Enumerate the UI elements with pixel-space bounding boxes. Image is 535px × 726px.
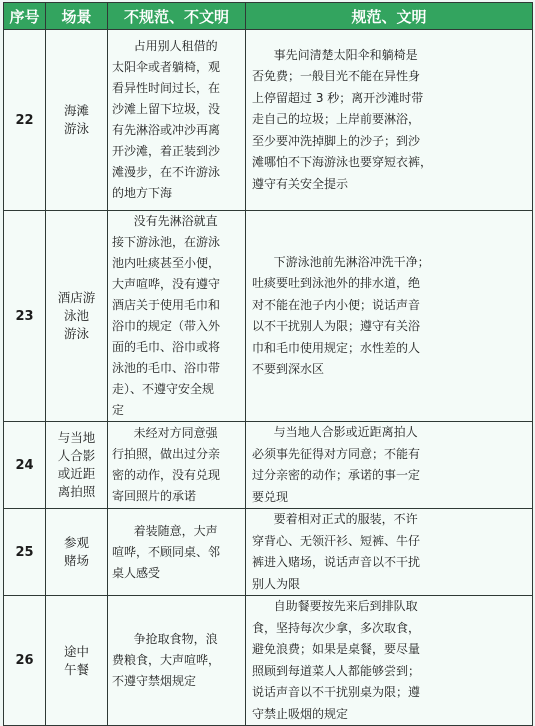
bad-practice-cell-line: 大声喧哗，没有遵守 — [112, 277, 221, 291]
bad-practice-cell-line: 不遵守禁烟规定 — [112, 674, 197, 688]
scene-cell-line: 游泳 — [63, 121, 89, 136]
good-practice-cell-line: 说话声音以不干扰别桌为限；遵 — [252, 685, 421, 699]
scene-cell — [46, 211, 108, 422]
bad-practice-cell-line: 密的动作，没有兑现 — [112, 468, 221, 482]
table-row — [4, 422, 533, 509]
bad-practice-cell-line: 走）、不遵守安全规 — [112, 382, 215, 396]
scene-cell-line: 离拍照 — [57, 484, 96, 499]
header-scene: 场景 — [46, 3, 108, 30]
bad-practice-cell-line: 酒店关于使用毛巾和 — [112, 298, 221, 312]
bad-practice-cell-line: 太阳伞或者躺椅，观 — [112, 60, 221, 74]
bad-practice-cell-line: 没有先淋浴就直 — [133, 214, 218, 228]
bad-practice-cell-line: 浴巾的规定（带入外 — [112, 319, 221, 333]
header-row — [4, 3, 533, 30]
good-practice-cell-line: 与当地人合影或近距离拍人 — [273, 425, 418, 439]
good-practice-cell-line: 以不干扰别人为限；遵守有关浴 — [252, 319, 421, 333]
good-practice-cell-line: 避免浪费；如果是桌餐，要尽量 — [252, 642, 421, 656]
scene-cell-line: 或近距 — [57, 466, 96, 481]
scene-cell-line: 赌场 — [63, 553, 89, 568]
bad-practice-cell-line: 定 — [112, 403, 125, 417]
header-bad: 不规范、不文明 — [108, 3, 246, 30]
bad-practice-cell — [108, 422, 246, 509]
good-practice-cell-line: 吐痰要吐到泳池外的排水道，绝 — [252, 276, 421, 290]
row-number: 26 — [4, 596, 46, 726]
table-row — [4, 509, 533, 596]
row-number: 24 — [4, 422, 46, 509]
bad-practice-cell-line: 面的毛巾、浴巾或将 — [112, 340, 221, 354]
bad-practice-cell-line: 泳池的毛巾、浴巾带 — [112, 361, 221, 375]
bad-practice-cell-line: 看异性时间过长，在 — [112, 81, 221, 95]
table-row — [4, 30, 533, 211]
good-practice-cell-line: 滩哪怕不下海游泳也要穿短衣裤， — [252, 155, 433, 170]
good-practice-cell-line: 照顾到每道菜人人都能够尝到； — [252, 663, 421, 678]
header-num: 序号 — [4, 3, 46, 30]
scene-cell — [46, 509, 108, 596]
bad-practice-cell — [108, 509, 246, 596]
good-practice-cell-line: 别人为限 — [252, 576, 301, 591]
good-practice-cell — [246, 30, 533, 211]
good-practice-cell-line: 否免费；一般目光不能在异性身 — [252, 69, 421, 84]
good-practice-cell-line: 对不能在池子内小便；说话声音 — [252, 297, 421, 312]
etiquette-table — [3, 2, 533, 726]
good-practice-cell-line: 穿背心、无领汗衫、短裤、牛仔 — [252, 533, 421, 548]
good-practice-cell-line: 要兑现 — [252, 489, 289, 504]
scene-cell-line: 与当地 — [57, 430, 96, 445]
row-number: 23 — [4, 211, 46, 422]
scene-cell-line: 游泳 — [63, 326, 89, 341]
scene-cell — [46, 596, 108, 726]
header-good: 规范、文明 — [246, 3, 533, 30]
scene-cell-line: 午餐 — [63, 661, 89, 677]
bad-practice-cell-line: 沙滩上留下垃圾，没 — [112, 102, 221, 116]
good-practice-cell-line: 不要到深水区 — [252, 362, 325, 376]
scene-cell-line: 参观 — [63, 535, 89, 550]
row-number: 25 — [4, 509, 46, 596]
bad-practice-cell-line: 行拍照，做出过分亲 — [112, 447, 221, 461]
bad-practice-cell-line: 滩漫步，在不许游泳 — [112, 165, 221, 179]
good-practice-cell-line: 走自己的垃圾；上岸前要淋浴， — [252, 112, 421, 127]
good-practice-cell — [246, 596, 533, 726]
bad-practice-cell-line: 的地方下海 — [112, 186, 173, 200]
good-practice-cell-line: 要着相对正式的服装，不许 — [273, 512, 418, 526]
good-practice-cell-line: 守禁止吸烟的规定 — [252, 706, 349, 721]
good-practice-cell-line: 巾和毛巾使用规定；水性差的人 — [252, 340, 421, 355]
bad-practice-cell-line: 寄回照片的承诺 — [112, 489, 197, 503]
bad-practice-cell-line: 费粮食，大声喧哗， — [112, 653, 221, 667]
bad-practice-cell — [108, 211, 246, 422]
good-practice-cell-line: 裤进入赌场，说话声音以不干扰 — [252, 555, 421, 569]
table-row — [4, 596, 533, 726]
table-row — [4, 211, 533, 422]
bad-practice-cell-line: 喧哗，不顾同桌、邻 — [112, 544, 221, 559]
scene-cell-line: 海滩 — [63, 103, 89, 118]
bad-practice-cell-line: 开沙滩，着正装到沙 — [112, 144, 221, 158]
good-practice-cell-line: 过分亲密的动作；承诺的事一定 — [252, 468, 421, 482]
scene-cell-line: 酒店游 — [57, 290, 96, 305]
bad-practice-cell-line: 着装随意，大声 — [133, 523, 218, 538]
bad-practice-cell-line: 桌人感受 — [112, 565, 161, 580]
scene-cell-line: 泳池 — [63, 308, 89, 323]
bad-practice-cell-line: 争抢取食物，浪 — [133, 632, 218, 646]
good-practice-cell — [246, 211, 533, 422]
scene-cell — [46, 422, 108, 509]
bad-practice-cell-line: 接下游泳池，在游泳 — [112, 235, 221, 249]
bad-practice-cell-line: 有先淋浴或冲沙再离 — [112, 123, 221, 137]
good-practice-cell-line: 事先问清楚太阳伞和躺椅是 — [273, 47, 418, 62]
good-practice-cell-line: 上停留超过 3 秒；离开沙滩时带 — [252, 90, 424, 105]
bad-practice-cell-line: 未经对方同意强 — [133, 426, 218, 440]
scene-cell — [46, 30, 108, 211]
bad-practice-cell — [108, 596, 246, 726]
good-practice-cell-line: 下游泳池前先淋浴冲洗干净； — [273, 254, 430, 269]
bad-practice-cell-line: 池内吐痰甚至小便， — [112, 256, 221, 270]
scene-cell-line: 人合影 — [57, 448, 96, 463]
good-practice-cell-line: 自助餐要按先来后到排队取 — [273, 599, 418, 613]
scene-cell-line: 途中 — [63, 643, 89, 659]
good-practice-cell — [246, 509, 533, 596]
good-practice-cell-line: 食，坚持每次少拿，多次取食， — [252, 620, 421, 635]
row-number: 22 — [4, 30, 46, 211]
good-practice-cell-line: 遵守有关安全提示 — [252, 176, 349, 191]
bad-practice-cell-line: 占用别人租借的 — [133, 39, 218, 53]
good-practice-cell-line: 必须事先征得对方同意；不能有 — [252, 446, 421, 461]
good-practice-cell-line: 至少要冲洗掉脚上的沙子；到沙 — [252, 133, 421, 148]
good-practice-cell — [246, 422, 533, 509]
bad-practice-cell — [108, 30, 246, 211]
